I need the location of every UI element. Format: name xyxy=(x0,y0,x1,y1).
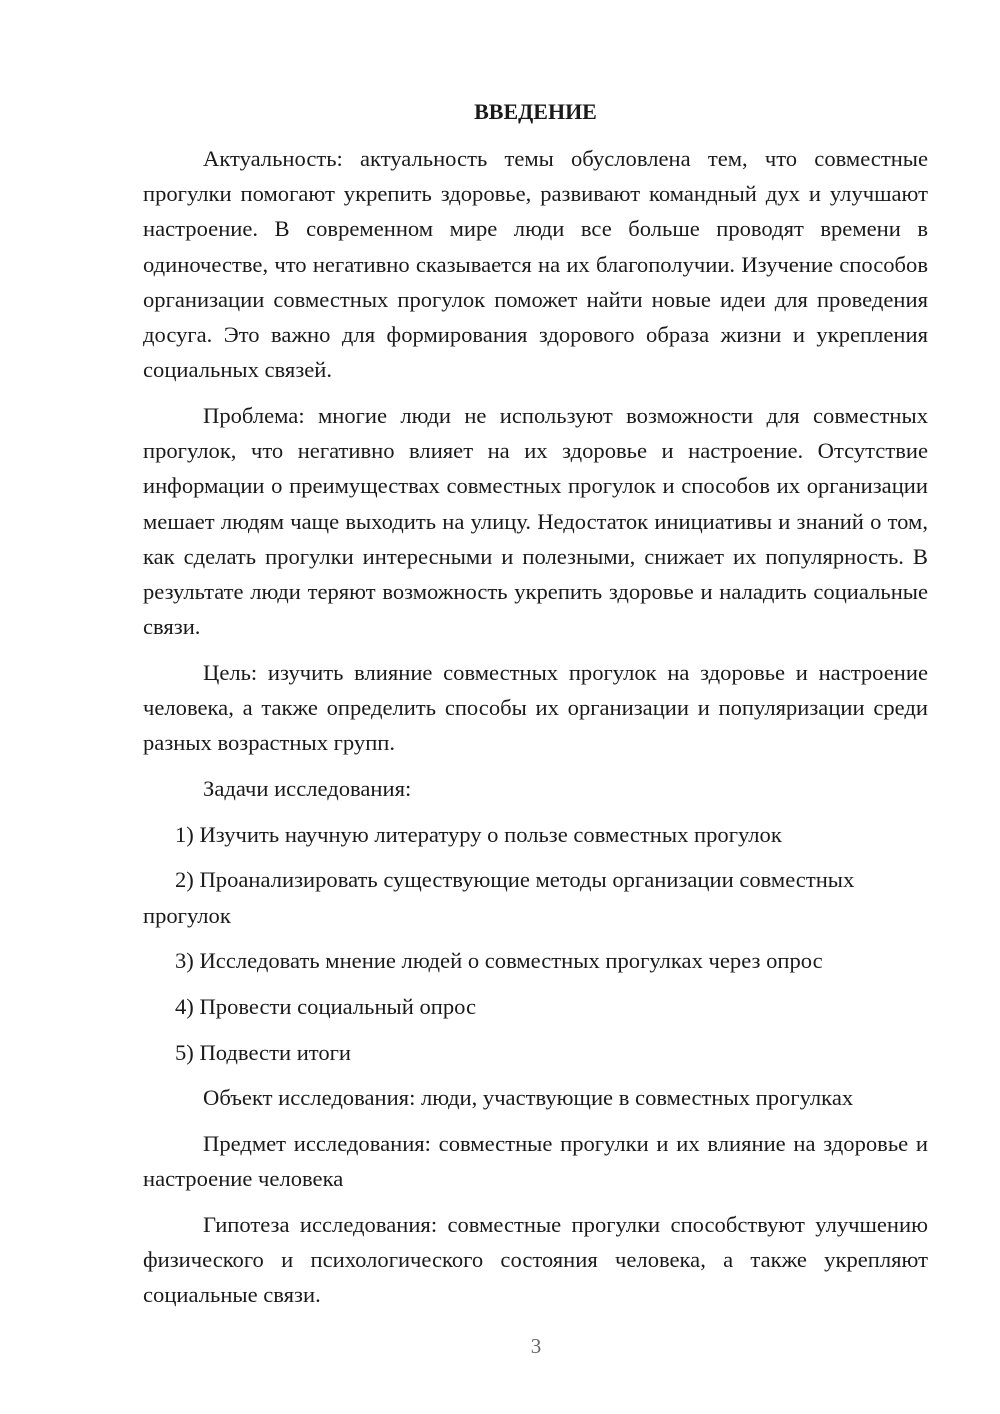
goal-paragraph: Цель: изучить влияние совместных прогулок на здоровье и настроение человека, а также определить способы их организации и популяризации среди разных возрастных групп. xyxy=(143,659,928,756)
relevance-paragraph: Актуальность: актуальность темы обусловлена тем, что совместные прогулки помогают укрепить здоровье, развивают командный дух и улучшают настроение. В современном мире люди все больше проводят времени в одиночестве, что негативно сказывается на их благополучии. Изучение способов организации совместных прогулок поможет найти новые идеи для проведения досуга. Это важно для формирования здорового образа жизни и укрепления социальных связей. xyxy=(143,146,928,383)
subject-paragraph: Предмет исследования: совместные прогулки и их влияние на здоровье и настроение человека xyxy=(143,1131,928,1192)
section-title: ВВЕДЕНИЕ xyxy=(474,99,597,124)
hypothesis-paragraph: Гипотеза исследования: совместные прогулки способствуют улучшению физического и психологического состояния человека, а также укрепляют социальные связи. xyxy=(143,1211,928,1308)
task-item-5: 5) Подвести итоги xyxy=(175,1039,352,1065)
task-item-3: 3) Исследовать мнение людей о совместных прогулках через опрос xyxy=(175,948,823,974)
page-number: 3 xyxy=(530,1334,542,1358)
task-item-1: 1) Изучить научную литературу о пользе совместных прогулок xyxy=(175,821,782,847)
page-content xyxy=(143,94,928,1323)
tasks-heading: Задачи исследования: xyxy=(203,775,412,801)
task-item-4: 4) Провести социальный опрос xyxy=(175,993,477,1019)
object-paragraph: Объект исследования: люди, участвующие в совместных прогулках xyxy=(203,1085,854,1111)
task-item-2: 2) Проанализировать существующие методы организации совместных прогулок xyxy=(143,867,855,928)
problem-paragraph: Проблема: многие люди не используют возможности для совместных прогулок, что негативно влияет на их здоровье и настроение. Отсутствие информации о преимуществах совместных прогулок и способов их организации мешает людям чаще выходить на улицу. Недостаток инициативы и знаний о том, как сделать прогулки интересными и полезными, снижает их популярность. В результате люди теряют возможность укрепить здоровье и наладить социальные связи. xyxy=(143,402,928,640)
